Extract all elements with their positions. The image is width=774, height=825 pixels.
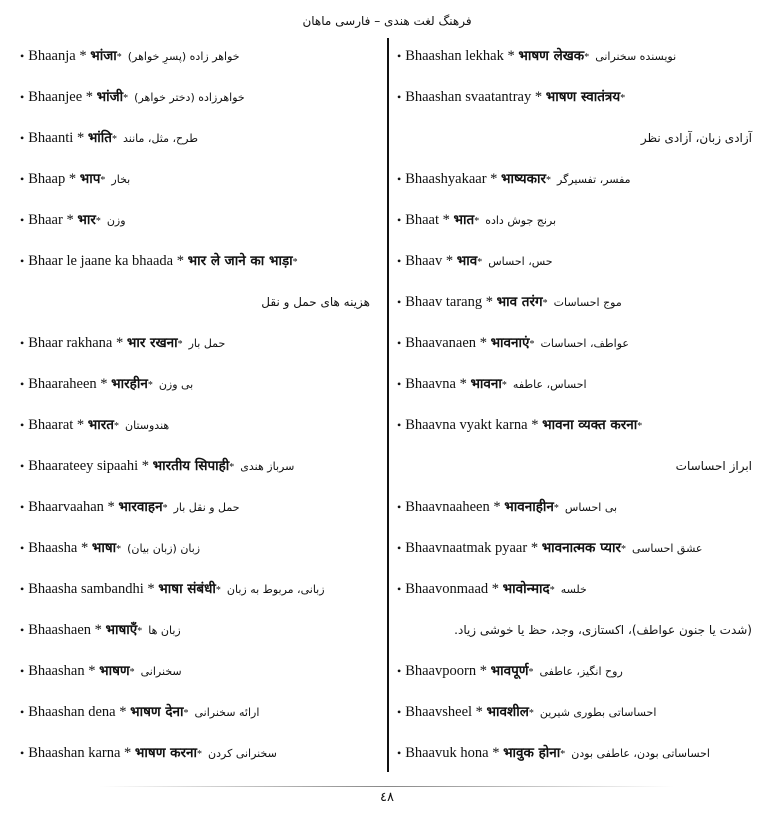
entry-persian: ارائه سخنرانی [194, 706, 260, 719]
entry-latin: Bhaasha [28, 540, 78, 556]
dictionary-entry [397, 44, 752, 85]
star-icon: * [584, 52, 590, 63]
star-icon: * [477, 257, 483, 268]
entry-separator: * [79, 48, 87, 64]
bullet-icon: • [20, 254, 25, 268]
page-title: فرهنگ لغت هندی – فارسی ماهان [302, 14, 472, 28]
entry-separator: * [475, 704, 483, 720]
entry-persian: خلسه [560, 583, 587, 596]
footer-rule [100, 786, 674, 787]
entry-latin: Bhaanjee [28, 89, 83, 105]
entry-latin: Bhaavuk hona [405, 745, 489, 761]
entry-separator: * [479, 335, 487, 351]
dictionary-entry [397, 536, 752, 577]
entry-separator: * [80, 540, 89, 556]
entry-note: هزینه های حمل و نقل [261, 295, 370, 309]
dictionary-entry [20, 249, 370, 290]
entry-latin: Bhaavnaatmak pyaar [405, 540, 528, 556]
entry-persian: حمل بار [188, 337, 226, 350]
entry-persian: طرح، مثل، مانند [123, 132, 198, 145]
bullet-icon: • [20, 582, 25, 596]
entry-latin: Bhaavonmaad [405, 581, 489, 597]
star-icon: * [528, 667, 534, 678]
entry-latin: Bhaasha sambandhi [28, 581, 144, 597]
entry-latin: Bhaap [28, 171, 66, 187]
left-column [20, 44, 370, 782]
bullet-icon: • [397, 172, 402, 186]
dictionary-entry [20, 659, 370, 700]
entry-hindi: भावना [470, 376, 502, 392]
bullet-icon: • [20, 90, 25, 104]
entry-separator: * [479, 663, 487, 679]
entry-persian: نویسنده سخنرانی [595, 50, 677, 63]
dictionary-entry [397, 249, 752, 290]
entry-separator: * [493, 499, 501, 515]
entry-hindi: भार रखना [126, 335, 178, 351]
entry-persian: بی احساس [564, 501, 618, 514]
entry-separator: * [85, 89, 94, 105]
entry-separator: * [88, 663, 96, 679]
entry-latin: Bhaashan lekhak [405, 48, 504, 64]
star-icon: * [292, 257, 298, 268]
dictionary-entry [20, 577, 370, 618]
entry-latin: Bhaashan svaatantray [405, 89, 532, 105]
entry-latin: Bhaashaen [28, 622, 92, 638]
star-icon: * [560, 749, 566, 760]
entry-latin: Bhaav tarang [405, 294, 483, 310]
entry-separator: * [442, 212, 450, 228]
star-icon: * [147, 380, 153, 391]
bullet-icon: • [397, 49, 402, 63]
dictionary-entry [397, 700, 752, 741]
entry-latin: Bhaavnaaheen [405, 499, 490, 515]
star-icon: * [542, 298, 548, 309]
bullet-icon: • [397, 582, 402, 596]
entry-separator: * [107, 499, 115, 515]
star-icon: * [620, 93, 626, 104]
star-icon: * [215, 585, 221, 596]
entry-persian: زبان ها [148, 624, 181, 637]
bullet-icon: • [20, 664, 25, 678]
dictionary-entry [20, 741, 370, 782]
entry-hindi: भावोन्माद [502, 581, 550, 597]
entry-latin: Bhaar [28, 212, 63, 228]
dictionary-entry [20, 331, 370, 372]
entry-hindi: भाषण देना [130, 704, 184, 720]
entry-persian: حمل و نقل بار [173, 501, 240, 514]
star-icon: * [137, 626, 143, 637]
entry-hindi: भावना व्यक्त करना [542, 417, 638, 433]
entry-persian: بی وزن [158, 378, 194, 391]
entry-latin: Bhaashan karna [28, 745, 121, 761]
dictionary-entry [20, 618, 370, 659]
entry-hindi: भाषा [91, 540, 117, 556]
bullet-icon: • [20, 459, 25, 473]
dictionary-entry [397, 495, 752, 536]
dictionary-entry [397, 331, 752, 372]
entry-latin: Bhaavna vyakt karna [405, 417, 528, 433]
entry-separator: * [531, 417, 539, 433]
dictionary-entry [397, 208, 752, 249]
entry-hindi: भारहीन [111, 376, 148, 392]
star-icon: * [474, 216, 480, 227]
star-icon: * [100, 175, 106, 186]
bullet-icon: • [397, 336, 402, 350]
entry-separator: * [491, 581, 500, 597]
entry-hindi: भारतीय सिपाही [152, 458, 230, 474]
dictionary-entry [397, 413, 752, 454]
star-icon: * [183, 708, 189, 719]
entry-separator: * [176, 253, 184, 269]
page-number: ٤٨ [380, 790, 394, 805]
entry-persian: مفسر، تفسیرگر [557, 173, 631, 186]
entry-latin: Bhaashan [28, 663, 85, 679]
entry-persian: احساساتی بودن، عاطفی بودن [571, 747, 710, 760]
dictionary-entry [20, 85, 370, 126]
entry-separator: * [100, 376, 108, 392]
bullet-icon: • [20, 705, 25, 719]
bullet-icon: • [20, 500, 25, 514]
dictionary-entry [397, 167, 752, 208]
entry-separator: * [530, 540, 539, 556]
entry-hindi: भाषा संबंधी [158, 581, 216, 597]
entry-separator: * [94, 622, 102, 638]
dictionary-entry [20, 495, 370, 536]
entry-latin: Bhaanja [28, 48, 76, 64]
entry-note: ابراز احساسات [675, 459, 752, 473]
bullet-icon: • [397, 295, 402, 309]
entry-persian: خواهرزاده (دختر خواهر) [134, 91, 245, 104]
dictionary-entry [397, 85, 752, 126]
entry-latin: Bhaashan dena [28, 704, 116, 720]
entry-hindi: भांति [87, 130, 112, 146]
star-icon: * [501, 380, 507, 391]
entry-persian: عشق احساسی [632, 542, 703, 555]
entry-persian: هندوستان [125, 419, 170, 432]
entry-persian: عواطف، احساسات [540, 337, 629, 350]
entry-hindi: भारवाहन [118, 499, 163, 515]
star-icon: * [229, 462, 235, 473]
bullet-icon: • [397, 746, 402, 760]
bullet-icon: • [20, 746, 25, 760]
entry-separator: * [124, 745, 132, 761]
bullet-icon: • [397, 664, 402, 678]
entry-hindi: भांजी [96, 89, 124, 105]
star-icon: * [546, 175, 552, 186]
entry-latin: Bhaar le jaane ka bhaada [28, 253, 174, 269]
entry-hindi: भाषाएँ [105, 622, 138, 638]
entry-persian: سخنرانی کردن [208, 747, 277, 760]
entry-separator: * [492, 745, 500, 761]
entry-persian: زبانی، مربوط به زبان [226, 583, 325, 596]
star-icon: * [529, 339, 535, 350]
star-icon: * [621, 544, 627, 555]
bullet-icon: • [397, 500, 402, 514]
bullet-icon: • [20, 623, 25, 637]
entry-persian: بخار [111, 173, 131, 186]
entry-hindi: भावनाएं [490, 335, 530, 351]
bullet-icon: • [20, 213, 25, 227]
entry-latin: Bhaavsheel [405, 704, 473, 720]
bullet-icon: • [20, 131, 25, 145]
entry-separator: * [445, 253, 454, 269]
dictionary-entry [20, 536, 370, 577]
bullet-icon: • [20, 336, 25, 350]
bullet-icon: • [397, 254, 402, 268]
dictionary-entry [397, 290, 752, 331]
dictionary-entry [20, 454, 370, 495]
entry-persian: زبان (زبان بیان) [127, 542, 201, 555]
entry-persian: وزن [106, 214, 126, 227]
entry-separator: * [115, 335, 124, 351]
bullet-icon: • [397, 377, 402, 391]
entry-hindi: भाष्यकार [501, 171, 547, 187]
entry-separator: * [485, 294, 493, 310]
entry-note: (شدت یا جنون عواطف)، اکستازی، وجد، حظ یا خوشی زیاد. [454, 623, 752, 637]
right-column [397, 44, 752, 782]
entry-persian: برنج جوش داده [485, 214, 557, 227]
entry-latin: Bhaarateey sipaahi [28, 458, 139, 474]
entry-persian: سخنرانی [140, 665, 182, 678]
entry-latin: Bhaat [405, 212, 440, 228]
dictionary-entry [397, 372, 752, 413]
star-icon: * [116, 52, 122, 63]
star-icon: * [553, 503, 559, 514]
entry-persian: روح انگیز، عاطفی [539, 665, 623, 678]
entry-latin: Bhaaraheen [28, 376, 97, 392]
bullet-icon: • [20, 541, 25, 555]
entry-hindi: भात [453, 212, 475, 228]
entry-hindi: भांजा [90, 48, 117, 64]
star-icon: * [637, 421, 643, 432]
bullet-icon: • [20, 418, 25, 432]
entry-hindi: भार [77, 212, 96, 228]
entry-separator: * [459, 376, 467, 392]
entry-latin: Bhaanti [28, 130, 74, 146]
entry-hindi: भार ले जाने का भाड़ा [187, 253, 293, 269]
dictionary-entry [20, 208, 370, 249]
entry-persian: حس، احساس [488, 255, 553, 268]
star-icon: * [112, 134, 117, 145]
dictionary-entry [397, 741, 752, 782]
star-icon: * [129, 667, 135, 678]
bullet-icon: • [397, 541, 402, 555]
entry-hindi: भावशील [486, 704, 529, 720]
star-icon: * [114, 421, 120, 432]
entry-hindi: भावपूर्ण [490, 663, 529, 679]
dictionary-entry [397, 577, 752, 618]
entry-persian: احساساتی بطوری شیرین [539, 706, 657, 719]
entry-hindi: भाषण स्वातंत्रय [545, 89, 621, 105]
entry-persian: موج احساسات [553, 296, 622, 309]
dictionary-entry [397, 659, 752, 700]
entry-latin: Bhaavpoorn [405, 663, 477, 679]
entry-hindi: भाषण करना [134, 745, 198, 761]
dictionary-entry [20, 126, 370, 167]
entry-hindi: भाव तरंग [496, 294, 543, 310]
dictionary-entry [20, 167, 370, 208]
entry-hindi: भाप [79, 171, 101, 187]
entry-hindi: भारत [87, 417, 115, 433]
star-icon: * [123, 93, 129, 104]
bullet-icon: • [397, 418, 402, 432]
entry-hindi: भाषण [99, 663, 130, 679]
entry-separator: * [76, 130, 85, 146]
entry-latin: Bhaarat [28, 417, 74, 433]
entry-latin: Bhaavanaen [405, 335, 477, 351]
entry-latin: Bhaarvaahan [28, 499, 104, 515]
star-icon: * [177, 339, 183, 350]
bullet-icon: • [397, 90, 402, 104]
bullet-icon: • [397, 705, 402, 719]
star-icon: * [549, 585, 555, 596]
star-icon: * [116, 544, 122, 555]
bullet-icon: • [397, 213, 402, 227]
column-divider [387, 38, 389, 772]
entry-separator: * [534, 89, 543, 105]
entry-hindi: भावुक होना [503, 745, 561, 761]
dictionary-entry [20, 700, 370, 741]
entry-latin: Bhaar rakhana [28, 335, 113, 351]
bullet-icon: • [20, 49, 25, 63]
entry-separator: * [68, 171, 77, 187]
entry-separator: * [507, 48, 515, 64]
entry-latin: Bhaashyakaar [405, 171, 487, 187]
entry-separator: * [76, 417, 85, 433]
entry-separator: * [147, 581, 155, 597]
star-icon: * [197, 749, 203, 760]
entry-hindi: भाव [456, 253, 478, 269]
dictionary-entry [20, 44, 370, 85]
entry-separator: * [66, 212, 74, 228]
entry-separator: * [490, 171, 498, 187]
entry-latin: Bhaav [405, 253, 443, 269]
entry-hindi: भावनात्मक प्यार [541, 540, 622, 556]
entry-persian: خواهر زاده (پسرِ خواهر) [127, 50, 240, 63]
entry-persian: احساس، عاطفه [512, 378, 587, 391]
entry-note: آزادی زبان، آزادی نظر [640, 131, 752, 145]
star-icon: * [162, 503, 168, 514]
entry-hindi: भावनाहीन [504, 499, 554, 515]
entry-separator: * [119, 704, 127, 720]
bullet-icon: • [20, 377, 25, 391]
bullet-icon: • [20, 172, 25, 186]
star-icon: * [95, 216, 101, 227]
entry-latin: Bhaavna [405, 376, 456, 392]
star-icon: * [528, 708, 534, 719]
entry-separator: * [141, 458, 149, 474]
entry-persian: سرباز هندی [240, 460, 295, 473]
dictionary-entry [20, 372, 370, 413]
dictionary-entry [20, 413, 370, 454]
entry-hindi: भाषण लेखक [518, 48, 585, 64]
